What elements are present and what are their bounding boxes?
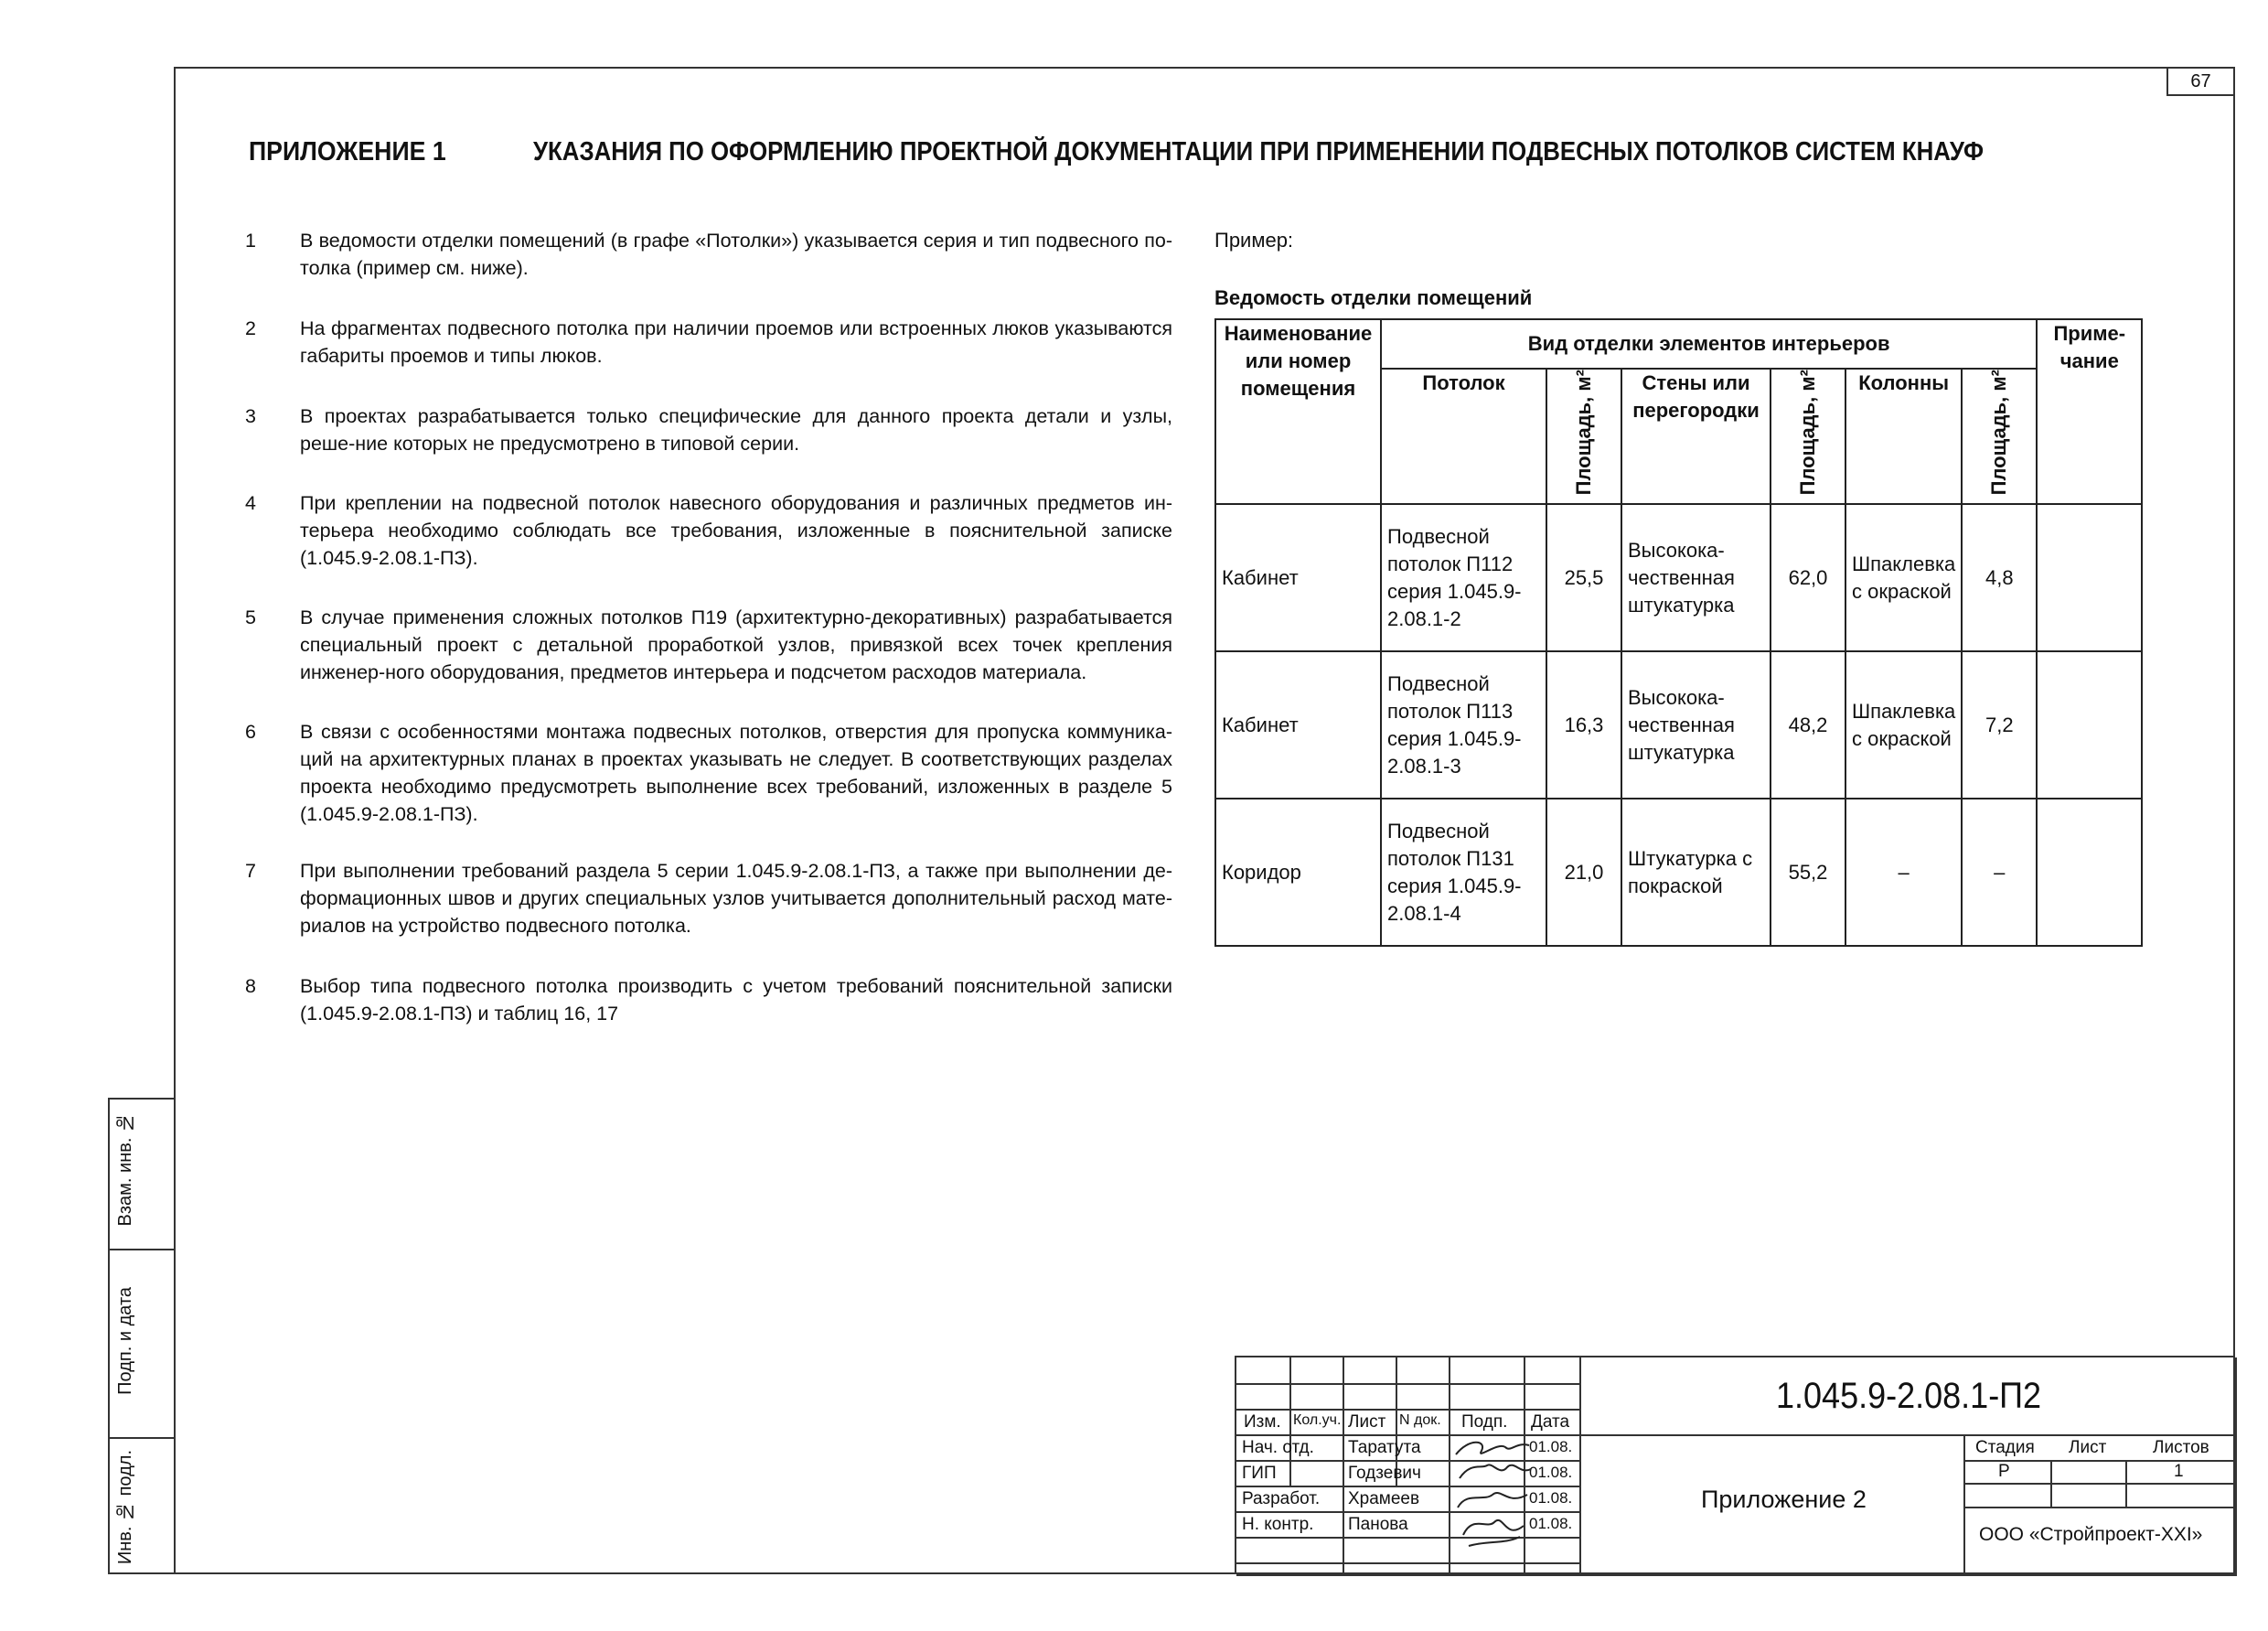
cell-columns-area: 4,8	[1962, 504, 2037, 651]
cell-room: Кабинет	[1215, 651, 1381, 799]
sidebar-podp-label: Подп. и дата	[115, 1287, 135, 1395]
stage-header: Стадия	[1975, 1438, 2035, 1457]
item-text: На фрагментах подвесного потолка при наличии проемов или встроенных люков указываются габариты проемов и типы люков.	[300, 317, 1172, 367]
stamp-date: 01.08.	[1529, 1515, 1573, 1532]
stamp-header-podp: Подп.	[1461, 1412, 1508, 1432]
cell-note	[2037, 504, 2142, 651]
stamp-name: Панова	[1348, 1515, 1408, 1534]
document-code: 1.045.9-2.08.1-П2	[1776, 1376, 2042, 1416]
item-number: 5	[245, 606, 256, 628]
item-number: 7	[245, 860, 256, 882]
finishing-table	[1214, 318, 2143, 947]
stamp-header-list: Лист	[1348, 1412, 1386, 1432]
binding-strip	[108, 1098, 174, 1574]
item-text: В случае применения сложных потолков П19 (архитектурно-декоративных) разрабатывается специальный проект с детальной проработкой узлов, привязкой всех точек крепления инженер-ного оборудования, предметов интерьера и подсчетом расходов материала.	[300, 606, 1172, 683]
item-text: В ведомости отделки помещений (в графе «Потолки») указывается серия и тип подвесного по-толка (пример см. ниже).	[300, 230, 1172, 279]
cell-ceiling: Подвесной потолок П113 серия 1.045.9-2.08.1-3	[1381, 651, 1546, 799]
header-walls-area	[1771, 369, 1845, 504]
cell-walls-area: 48,2	[1771, 651, 1845, 799]
item-text: Выбор типа подвесного потолка производить с учетом требований пояснительной записки (1.045.9-2.08.1-ПЗ) и таблиц 16, 17	[300, 975, 1172, 1025]
cell-note	[2037, 799, 2142, 946]
page-title: УКАЗАНИЯ ПО ОФОРМЛЕНИЮ ПРОЕКТНОЙ ДОКУМЕНТАЦИИ ПРИ ПРИМЕНЕНИИ ПОДВЕСНЫХ ПОТОЛКОВ СИСТЕМ КНАУФ	[533, 137, 1984, 166]
cell-note	[2037, 651, 2142, 799]
cell-ceiling-area: 16,3	[1546, 651, 1621, 799]
stamp-header-date: Дата	[1531, 1412, 1570, 1432]
item-number: 1	[245, 230, 256, 252]
item-text: В связи с особенностями монтажа подвесных потолков, отверстия для пропуска коммуника-ций на архитектурных планах в проектах указывать не следует. В соответствующих разделах проекта необходимо предусмотреть выполнение всех требований, изложенных в разделе 5 (1.045.9-2.08.1-ПЗ).	[300, 721, 1172, 825]
stamp-date: 01.08.	[1529, 1438, 1573, 1455]
stamp-role: Разработ.	[1242, 1489, 1321, 1508]
header-walls: Стены или перегородки	[1621, 369, 1771, 504]
stamp-name: Храмеев	[1348, 1489, 1420, 1508]
cell-ceiling-area: 21,0	[1546, 799, 1621, 946]
stamp-role: Нач. отд.	[1242, 1438, 1314, 1457]
cell-walls: Высокока-чественная штукатурка	[1621, 504, 1771, 651]
stamp-role: ГИП	[1242, 1464, 1277, 1483]
stamp-header-izm: Изм.	[1244, 1412, 1281, 1432]
stage-value: Р	[1998, 1462, 2010, 1481]
sheets-value: 1	[2174, 1462, 2184, 1481]
title-block	[1235, 1356, 2235, 1574]
header-ceiling-area	[1546, 369, 1621, 504]
sheets-header: Листов	[2153, 1438, 2209, 1457]
sidebar-cell	[110, 1439, 174, 1574]
header-columns: Колонны	[1845, 369, 1962, 504]
sheet-header: Лист	[2069, 1438, 2107, 1457]
appendix-name: Приложение 2	[1701, 1486, 1867, 1513]
item-text: При креплении на подвесной потолок навесного оборудования и различных предметов ин-терьера необходимо соблюдать все требования, изложенные в пояснительной записке (1.045.9-2.08.1-ПЗ).	[300, 492, 1172, 569]
example-label: Пример:	[1214, 229, 1294, 252]
cell-columns-area: –	[1962, 799, 2037, 946]
signature-marks	[1450, 1434, 1535, 1562]
cell-columns: Шпаклевка с окраской	[1845, 651, 1962, 799]
table-row	[1215, 651, 2142, 799]
cell-walls-area: 62,0	[1771, 504, 1845, 651]
cell-room: Кабинет	[1215, 504, 1381, 651]
item-number: 2	[245, 317, 256, 339]
cell-walls-area: 55,2	[1771, 799, 1845, 946]
table-row	[1215, 504, 2142, 651]
header-columns-area	[1962, 369, 2037, 504]
item-number: 6	[245, 721, 256, 743]
appendix-heading: ПРИЛОЖЕНИЕ 1	[249, 137, 446, 166]
table-caption: Ведомость отделки помещений	[1214, 286, 1533, 309]
sidebar-cell	[110, 1250, 174, 1439]
stamp-name: Таратута	[1348, 1438, 1421, 1457]
header-finish-group: Вид отделки элементов интерьеров	[1381, 319, 2037, 369]
cell-columns: Шпаклевка с окраской	[1845, 504, 1962, 651]
cell-walls: Высокока-чественная штукатурка	[1621, 651, 1771, 799]
stamp-date: 01.08.	[1529, 1464, 1573, 1481]
stamp-header-kol: Кол.уч.	[1293, 1412, 1342, 1428]
header-room: Наименование или номер помещения	[1215, 319, 1381, 504]
cell-ceiling: Подвесной потолок П112 серия 1.045.9-2.08.1-2	[1381, 504, 1546, 651]
header-note: Приме-чание	[2037, 319, 2142, 504]
item-number: 3	[245, 405, 256, 427]
cell-columns-area: 7,2	[1962, 651, 2037, 799]
sidebar-cell	[110, 1100, 174, 1250]
cell-ceiling: Подвесной потолок П131 серия 1.045.9-2.08.1-4	[1381, 799, 1546, 946]
sidebar-zam-label: Взам. инв. №	[115, 1112, 135, 1227]
cell-columns: –	[1845, 799, 1962, 946]
item-text: При выполнении требований раздела 5 серии 1.045.9-2.08.1-ПЗ, а также при выполнении де-формационных швов и других специальных узлов учитывается дополнительный расход мате-риалов на устройство подвесного потолка.	[300, 860, 1172, 937]
item-number: 8	[245, 975, 256, 997]
area-label: Площадь, м²	[1987, 370, 2011, 496]
stamp-name: Годзевич	[1348, 1464, 1421, 1483]
table-row	[1215, 799, 2142, 946]
item-text: В проектах разрабатывается только специфические для данного проекта детали и узлы, реше-ние которых не предусмотрено в типовой серии.	[300, 405, 1172, 455]
page-number: 67	[2166, 67, 2235, 96]
area-label: Площадь, м²	[1572, 370, 1595, 496]
sidebar-inv-label: Инв. № подл.	[115, 1450, 135, 1565]
cell-room: Коридор	[1215, 799, 1381, 946]
stamp-date: 01.08.	[1529, 1489, 1573, 1507]
cell-ceiling-area: 25,5	[1546, 504, 1621, 651]
cell-walls: Штукатурка с покраской	[1621, 799, 1771, 946]
stamp-role: Н. контр.	[1242, 1515, 1314, 1534]
item-number: 4	[245, 492, 256, 514]
header-ceiling: Потолок	[1381, 369, 1546, 504]
area-label: Площадь, м²	[1796, 370, 1819, 496]
organization-name: ООО «Стройпроект-XXI»	[1979, 1524, 2203, 1545]
stamp-header-ndok: N док.	[1399, 1412, 1441, 1428]
